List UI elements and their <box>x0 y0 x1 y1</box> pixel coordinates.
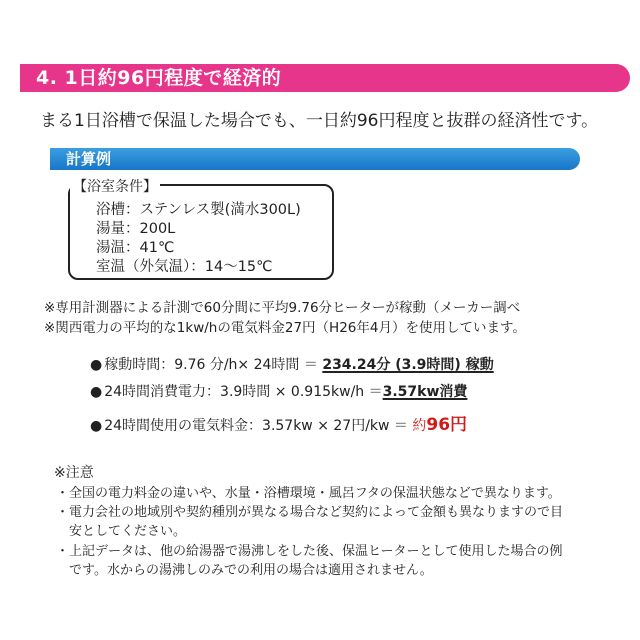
intro-text: まる1日浴槽で保温した場合でも、一日約96円程度と抜群の経済性です。 <box>40 111 599 131</box>
note-measurement: ※専用計測器による計測で60分間に平均9.76分ヒーターが稼動（メーカー調べ <box>44 300 521 316</box>
bullet-icon: ● <box>90 384 103 400</box>
section-title: 4. 1日約96円程度で経済的 <box>36 67 282 89</box>
calc-power-consumption-result: 3.57kw消費 <box>382 384 468 400</box>
caution-line: ・全国の電力料金の違いや、水量・浴槽環境・風呂フタの保温状態などで異なります。 <box>56 486 561 501</box>
caution-line: ・電力会社の地域別や契約種別が異なる場合など契約によって金額も異なりますので目 <box>56 505 564 520</box>
calc-operating-time <box>90 354 494 374</box>
caution-title: ※注意 <box>54 465 94 481</box>
calc-title: 計算例 <box>66 150 112 168</box>
conditions-title: 【浴室条件】 <box>70 176 160 196</box>
calc-header-bar <box>50 148 580 170</box>
caution-line: です。水からの湯沸しのみでの利用の場合は適用されません。 <box>56 563 433 578</box>
calc-electricity-cost <box>90 410 467 435</box>
calc-operating-time-result: 234.24分 (3.9時間) 稼動 <box>322 357 494 373</box>
note-electricity-rate: ※関西電力の平均的な1kw/hの電気料金27円（H26年4月）を使用しています。 <box>44 320 526 336</box>
caution-line: 安としてください。 <box>56 524 187 539</box>
caution-line: ・上記データは、他の給湯器で湯沸しをした後、保温ヒーターとして使用した場合の例 <box>56 544 563 559</box>
calc-power-consumption <box>90 381 467 401</box>
bullet-icon: ● <box>90 418 103 434</box>
calc-operating-time-formula: 稼動時間：9.76 分/h× 24時間 ＝ <box>104 357 323 373</box>
calc-power-consumption-formula: 24時間消費電力：3.9時間 × 0.915kw/h ＝ <box>104 384 383 400</box>
calc-electricity-cost-formula: 24時間使用の電気料金：3.57kw × 27円/kw ＝ <box>104 418 413 434</box>
condition-water-temp: 湯温：41℃ <box>96 240 175 256</box>
condition-water-volume: 湯量：200L <box>96 221 176 237</box>
condition-tub: 浴槽：ステンレス製(満水300L) <box>96 202 301 218</box>
calc-electricity-cost-result: 96円 <box>426 415 468 435</box>
bullet-icon: ● <box>90 357 103 373</box>
condition-room-temp: 室温（外気温）：14～15℃ <box>96 259 273 275</box>
calc-electricity-cost-approx: 約 <box>412 418 427 434</box>
